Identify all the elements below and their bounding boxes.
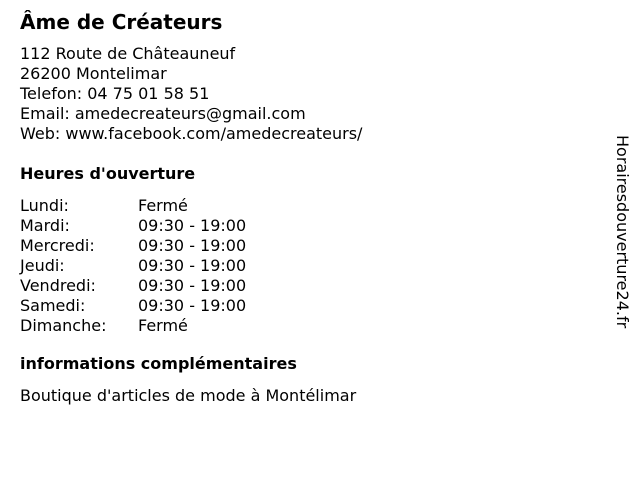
hours-row-wednesday — [20, 236, 246, 256]
hours-time: Fermé — [138, 316, 188, 335]
hours-day: Samedi: — [20, 296, 86, 315]
hours-heading: Heures d'ouverture — [20, 164, 196, 183]
hours-row-saturday — [20, 296, 246, 316]
hours-time: 09:30 - 19:00 — [138, 296, 247, 315]
hours-time: 09:30 - 19:00 — [138, 256, 247, 275]
phone-line — [20, 84, 600, 104]
email-line — [20, 104, 600, 124]
hours-row-sunday — [20, 316, 246, 336]
address-street: 112 Route de Châteauneuf — [20, 44, 236, 63]
hours-row-tuesday — [20, 216, 246, 236]
hours-time: 09:30 - 19:00 — [138, 216, 247, 235]
site-watermark: Horairesdouverture24.fr — [613, 135, 632, 329]
hours-time: Fermé — [138, 196, 188, 215]
hours-day: Lundi: — [20, 196, 69, 215]
web-link[interactable]: www.facebook.com/amedecreateurs/ — [65, 124, 363, 143]
web-label: Web: — [20, 124, 61, 143]
address-city: 26200 Montelimar — [20, 64, 167, 83]
hours-time: 09:30 - 19:00 — [138, 236, 247, 255]
address-block — [20, 44, 600, 84]
hours-row-monday — [20, 196, 246, 216]
hours-row-friday — [20, 276, 246, 296]
hours-day: Dimanche: — [20, 316, 107, 335]
info-description: Boutique d'articles de mode à Montélimar — [20, 386, 357, 405]
hours-day: Vendredi: — [20, 276, 96, 295]
business-card — [20, 8, 600, 406]
email-label: Email: — [20, 104, 70, 123]
phone-number[interactable]: 04 75 01 58 51 — [87, 84, 210, 103]
web-line — [20, 124, 600, 144]
hours-day: Jeudi: — [20, 256, 65, 275]
business-name: Âme de Créateurs — [20, 10, 223, 34]
hours-day: Mercredi: — [20, 236, 95, 255]
contact-block — [20, 84, 600, 144]
hours-day: Mardi: — [20, 216, 70, 235]
email-address[interactable]: amedecreateurs@gmail.com — [74, 104, 306, 123]
phone-label: Telefon: — [20, 84, 83, 103]
info-heading: informations complémentaires — [20, 354, 297, 373]
hours-time: 09:30 - 19:00 — [138, 276, 247, 295]
hours-row-thursday — [20, 256, 246, 276]
hours-table — [20, 196, 246, 336]
